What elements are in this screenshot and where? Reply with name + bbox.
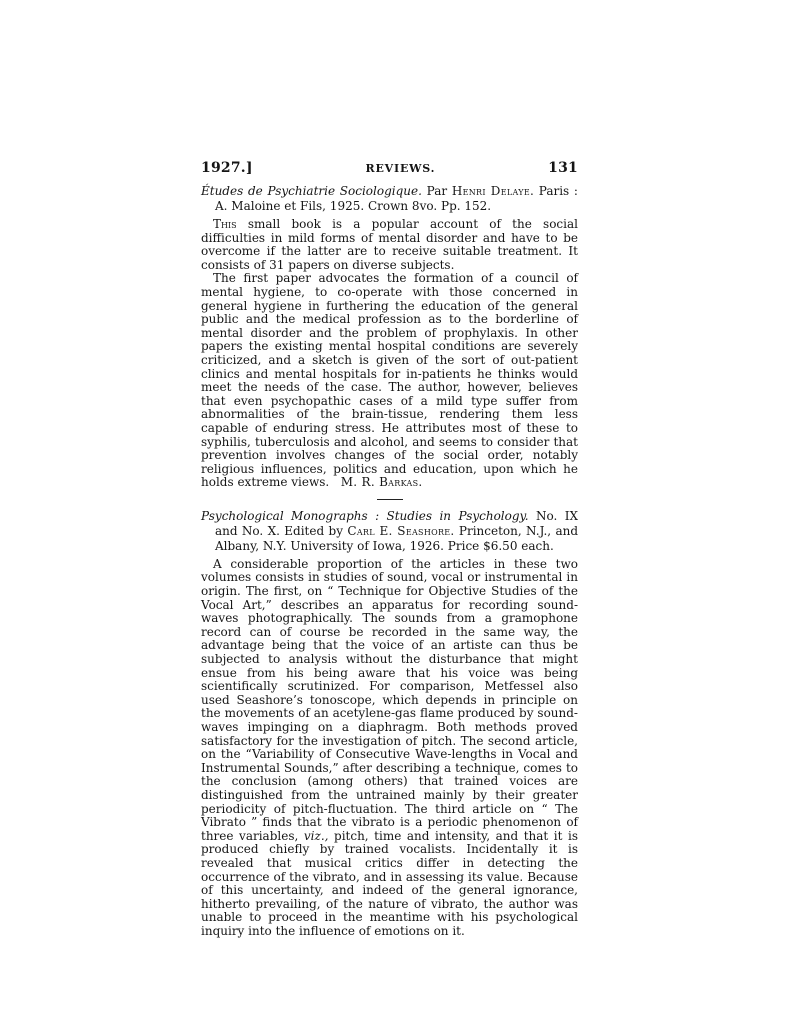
review1-title: Études de Psychiatrie Sociologique.: [201, 184, 422, 198]
page-number: 131: [548, 160, 578, 176]
review1-publisher: Paris : A. Maloine et Fils, 1925. Crown 8vo. Pp. 152.: [215, 184, 578, 213]
review2-editor: Carl E. Seashore.: [347, 523, 455, 538]
header-year: 1927.]: [201, 160, 253, 176]
review2-para1-text-b: pitch, time and intensity, and that it is produced chiefly by trained vocalists. Incidentally it is revealed that musical critics differ in detecting the occurrence of the vibrato, and in assessing its value. Because of this uncertainty, and indeed of the general ignorance, hitherto prevailing, of the nature of vibrato, the author was unable to proceed in the meantime with his psychological inquiry into the influence of emotions on it.: [201, 828, 578, 938]
review1-paragraph-2: [201, 272, 578, 490]
header-title: REVIEWS.: [365, 162, 436, 175]
review1-para1-text: small book is a popular account of the social difficulties in mild forms of mental disorder and have to be overcome if the latter are to receive suitable treatment. It consists of 31 papers on diverse subjects.: [201, 217, 578, 272]
journal-page: [201, 160, 578, 939]
section-divider: [377, 499, 403, 500]
review-seashore: [201, 509, 578, 939]
review2-issue: No. IX and No. X. Edited by: [215, 508, 578, 538]
review1-paragraph-1: [201, 218, 578, 272]
review1-citation: [201, 184, 578, 214]
review-delaye: [201, 184, 578, 490]
review2-citation: [201, 509, 578, 554]
review2-para1-text-a: A considerable proportion of the articles in these two volumes consists in studies of sound, vocal or instrumental in origin. The first, on “ Technique for Objective Studies of the Vocal Art,” describes an apparatus for recording sound-waves photographically. The sounds from a gramophone record can of course be recorded in the same way, the advantage being that the voice of an artiste can thus be subjected to analysis without the disturbance that might ensue from his being aware that his voice was being scientifically scrutinized. For comparison, Metfessel also used Seashore’s tonoscope, which depends in principle on the movements of an acetylene-gas flame produced by sound-waves impinging on a diaphragm. Both methods proved satisfactory for the investigation of pitch. The second article, on the “Variability of Consecutive Wave-lengths in Vocal and Instrumental Sounds,” after describing a technique, comes to the conclusion (among others) that trained voices are distinguished from the untrained mainly by their greater periodicity of pitch-fluctuation. The third article on “ The Vibrato ” finds that the vibrato is a periodic phenomenon of three variables,: [201, 556, 578, 843]
running-head: [201, 160, 578, 184]
review1-reviewer: M. R. Barkas.: [340, 475, 423, 490]
review2-title: Psychological Monographs : Studies in Psychology.: [201, 508, 529, 523]
review2-viz: viz.,: [303, 828, 329, 843]
review1-by: Par: [426, 184, 448, 198]
review1-para2-text: The first paper advocates the formation of a council of mental hygiene, to co-operate with those concerned in general hygiene in furthering the education of the general public and the medical profession as to the borderline of mental disorder and the problem of prophylaxis. In other papers the existing mental hospital conditions are severely criticized, and a sketch is given of the sort of out-patient clinics and mental hospitals for in-patients he thinks would meet the needs of the case. The author, however, believes that even psychopathic cases of a mild type suffer from abnormalities of the brain-tissue, rendering them less capable of enduring stress. He attributes most of these to syphilis, tuberculosis and alcohol, and seems to consider that prevention involves changes of the social order, notably religious influences, politics and education, upon which he holds extreme views.: [201, 271, 578, 490]
review2-paragraph-1: [201, 558, 578, 939]
review1-author: Henri Delaye.: [451, 184, 535, 198]
review1-lead-word: This: [213, 217, 237, 231]
review2-publisher: Princeton, N.J., and Albany, N.Y. University of Iowa, 1926. Price $6.50 each.: [215, 523, 579, 553]
